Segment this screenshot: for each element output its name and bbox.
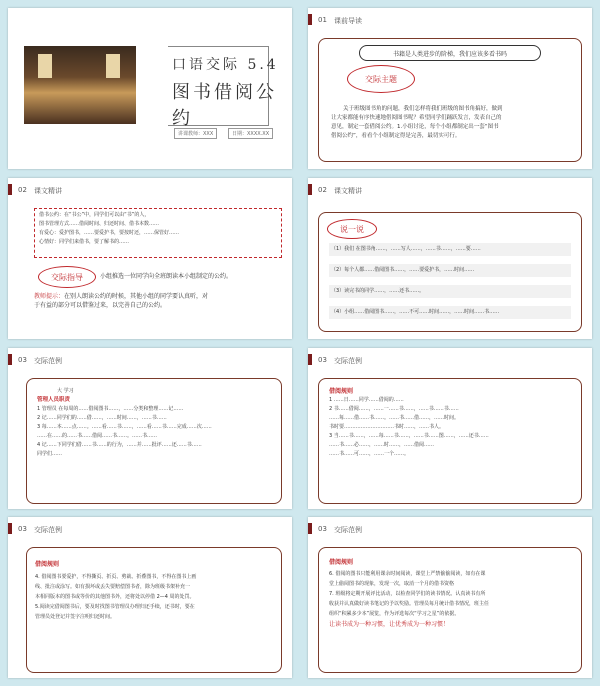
slide-header xyxy=(8,178,292,202)
section-title: 交际范例 xyxy=(334,526,362,534)
header-bar xyxy=(308,14,312,25)
topic-badge xyxy=(347,65,415,93)
intro-paragraph xyxy=(331,105,571,141)
section-number: 01 xyxy=(318,16,327,24)
slide-lesson[interactable] xyxy=(8,178,292,339)
slide-header xyxy=(308,348,592,372)
slide-example-3[interactable] xyxy=(8,517,292,678)
card-subheading: 管理人员职责 xyxy=(37,397,71,403)
text-line: 1 ……日……同学……借阅的…… xyxy=(329,397,404,403)
section-title: 交际范例 xyxy=(34,357,62,365)
tip-line: 于有益的部分可以借鉴过来，以完善自己的公约。 xyxy=(34,302,167,309)
card-text xyxy=(329,558,573,630)
slide-header xyxy=(308,178,592,202)
item-list xyxy=(329,243,571,319)
slide-intro[interactable] xyxy=(308,8,592,169)
text-line: 3 当……书……，……每……书……，……书……图……，……还书…… xyxy=(329,433,489,439)
text-line: ……书……可……，……一个……。 xyxy=(329,451,410,457)
dotted-text-box xyxy=(34,208,282,258)
slide-example-1[interactable] xyxy=(8,348,292,509)
text-line: 2 记……同学们的……借……，……时间……，……书…… xyxy=(37,415,167,421)
tip-label: 教师提示： xyxy=(34,293,65,300)
slide-header xyxy=(8,348,292,372)
header-bar xyxy=(308,184,312,195)
slide-discuss[interactable] xyxy=(308,178,592,339)
text-line: ……书……必……，……时……，……借阅…… xyxy=(329,442,435,448)
discuss-badge-label: 说一说 xyxy=(340,224,364,234)
text-line: 堂上偷阅图书的现象，发现一次，取消一个月的借书资格 xyxy=(329,581,455,587)
section-number: 03 xyxy=(18,525,27,533)
text-line: 有爱心：爱护图书，……要爱护书，要按时还，……保管好…… xyxy=(39,230,180,236)
text-line: 本相同版本的图书或等价的其他图书外，还将处以停借 2—4 周的处罚。 xyxy=(35,594,195,600)
banner-text: 书籍是人类进步的阶梯，我们应该多看书吗 xyxy=(392,50,507,58)
card-text xyxy=(35,560,275,622)
text-line: ……在……的……书……借阅……书……。……书…… xyxy=(37,433,158,439)
header-bar xyxy=(308,523,312,534)
section-title: 交际范例 xyxy=(34,526,62,534)
content-card xyxy=(26,378,282,504)
text-line: 线、批注或涂写。如有损坏或丢失要赔偿图书者，除为班级书架补充一 xyxy=(35,584,191,590)
section-number: 02 xyxy=(18,186,27,194)
section-title: 课前导读 xyxy=(334,17,362,25)
text-line: 5.阅读完借阅图书后，要及时找图书管理员办理归还手续，还书时，要在 xyxy=(35,604,195,610)
topic-badge-label: 交际主题 xyxy=(365,74,397,84)
slogan: 让读书成为一种习惯，让优秀成为一种习惯！ xyxy=(329,621,450,628)
header-bar xyxy=(308,354,312,365)
text-line: 4. 借阅图书要爱护，不得撕页、折页、剪裁、折叠图书，不得在图书上画 xyxy=(35,574,197,580)
header-bar xyxy=(8,184,12,195)
section-number: 03 xyxy=(318,525,327,533)
slide-cover[interactable] xyxy=(8,8,292,169)
list-item: （1）我们 在图书角……，……写人……，……书……，……要…… xyxy=(329,243,571,256)
text-line: 6. 借阅的图书只能利用课余时间阅读，课堂上严禁偷偷阅读，如有在课 xyxy=(329,571,486,577)
section-number: 03 xyxy=(318,356,327,364)
section-title: 课文精讲 xyxy=(334,187,362,195)
list-item: （2）每个人都……借阅图书……，……要爱护书，……时间…… xyxy=(329,264,571,277)
content-card xyxy=(26,547,282,673)
text-line: 借书公约：在“书公”中，同学们可以由“书”的人， xyxy=(39,212,150,218)
content-card xyxy=(318,547,582,673)
slide-header xyxy=(308,8,592,32)
teacher-tip xyxy=(34,292,284,310)
slide-header xyxy=(308,517,592,541)
card-heading: 大 学习 xyxy=(57,388,74,394)
paragraph-line: 让大家都能有序快速地借阅图书呢？希望同学们踊跃发言，发表自己的 xyxy=(331,115,502,121)
photo-window-left xyxy=(38,54,52,78)
text-line: 7. 班级将定期开展评比活动，以检查同学们的读书情况。认真读书有所 xyxy=(329,591,486,597)
text-line: 图书管理方式……借阅时间、归还时间、借书本数…… xyxy=(39,221,160,227)
content-card xyxy=(318,38,582,162)
text-line: 管理员处登记并签字注明归还时间。 xyxy=(35,614,116,620)
tip-line xyxy=(34,292,284,301)
photo-window-right xyxy=(106,54,120,78)
text-line: 3 每……本……点……。……看……书……，……看……书……完成……次…… xyxy=(37,424,212,430)
text-line: 收获并认真做好读书笔记的予以奖励。管理员每月统计借书情况，班主任 xyxy=(329,601,490,607)
content-card xyxy=(318,378,582,504)
section-title: 交际范例 xyxy=(334,357,362,365)
paragraph-line: 意见，制定一套借阅公约。1.小组讨论，每个小组都制定出一套“图书 xyxy=(331,124,499,130)
list-item: （3）读完书的同学……，……还书……。 xyxy=(329,285,571,298)
text-line: 1 管理员 在每周的……借阅图书……，……分类和整理……记…… xyxy=(37,406,184,412)
guide-text: 小组推选一位同学向全班朗读本小组制定的公约。 xyxy=(100,273,233,280)
list-item: （4）小组……借阅图书……，……不可……时间……，……时间……书…… xyxy=(329,306,571,319)
author-label: 讲课教师：XXX xyxy=(174,128,217,139)
section-title: 课文精讲 xyxy=(34,187,62,195)
text-line: 4 记……下同学们借……书……的行为，……并……批评……还……书…… xyxy=(37,442,202,448)
cover-title-line2: 图书借阅公约 xyxy=(172,82,277,129)
cover-title-line1: 口语交际 5.4 xyxy=(172,57,279,73)
text-line: 心情好：同学们来借书，要了解书的…… xyxy=(39,239,130,245)
paragraph-line: 关于班级图书角的问题，我们怎样将我们班级的图书角搞好，做到 xyxy=(343,106,503,112)
content-card xyxy=(318,212,582,332)
text-line: 2 书……借阅……，……一……书……，……书……书…… xyxy=(329,406,459,412)
tip-text: 在别人朗读公约的时候，其他小组的同学要认真听，对 xyxy=(64,293,209,300)
header-bar xyxy=(8,354,12,365)
card-heading: 借阅规则 xyxy=(329,559,354,566)
slide-example-4[interactable] xyxy=(308,517,592,678)
slide-header xyxy=(8,517,292,541)
discuss-badge xyxy=(327,219,377,239)
paragraph-line: 借阅公约”，看看个小组制定得是完善，最切实可行。 xyxy=(331,133,461,139)
card-heading: 借阅规则 xyxy=(329,388,354,395)
section-number: 03 xyxy=(18,356,27,364)
card-heading: 借阅规则 xyxy=(35,561,60,568)
card-text xyxy=(37,387,273,459)
text-line: 组织“积累多少本”展览，作为评选每次“学习之星”的依据。 xyxy=(329,611,460,617)
card-text xyxy=(329,387,573,459)
guide-badge-label: 交际指导 xyxy=(51,272,83,282)
text-line: 书时要…………………………书时……，……书人。 xyxy=(329,424,445,430)
slide-example-2[interactable] xyxy=(308,348,592,509)
text-line: ……每……借……书……。……书……借……，……时间。 xyxy=(329,415,460,421)
date-label: 日期：XXXX.XX xyxy=(228,128,273,139)
text-line: 同学们…… xyxy=(37,451,63,457)
header-bar xyxy=(8,523,12,534)
banner-cloud xyxy=(359,45,541,61)
section-number: 02 xyxy=(318,186,327,194)
guide-badge xyxy=(38,266,96,288)
